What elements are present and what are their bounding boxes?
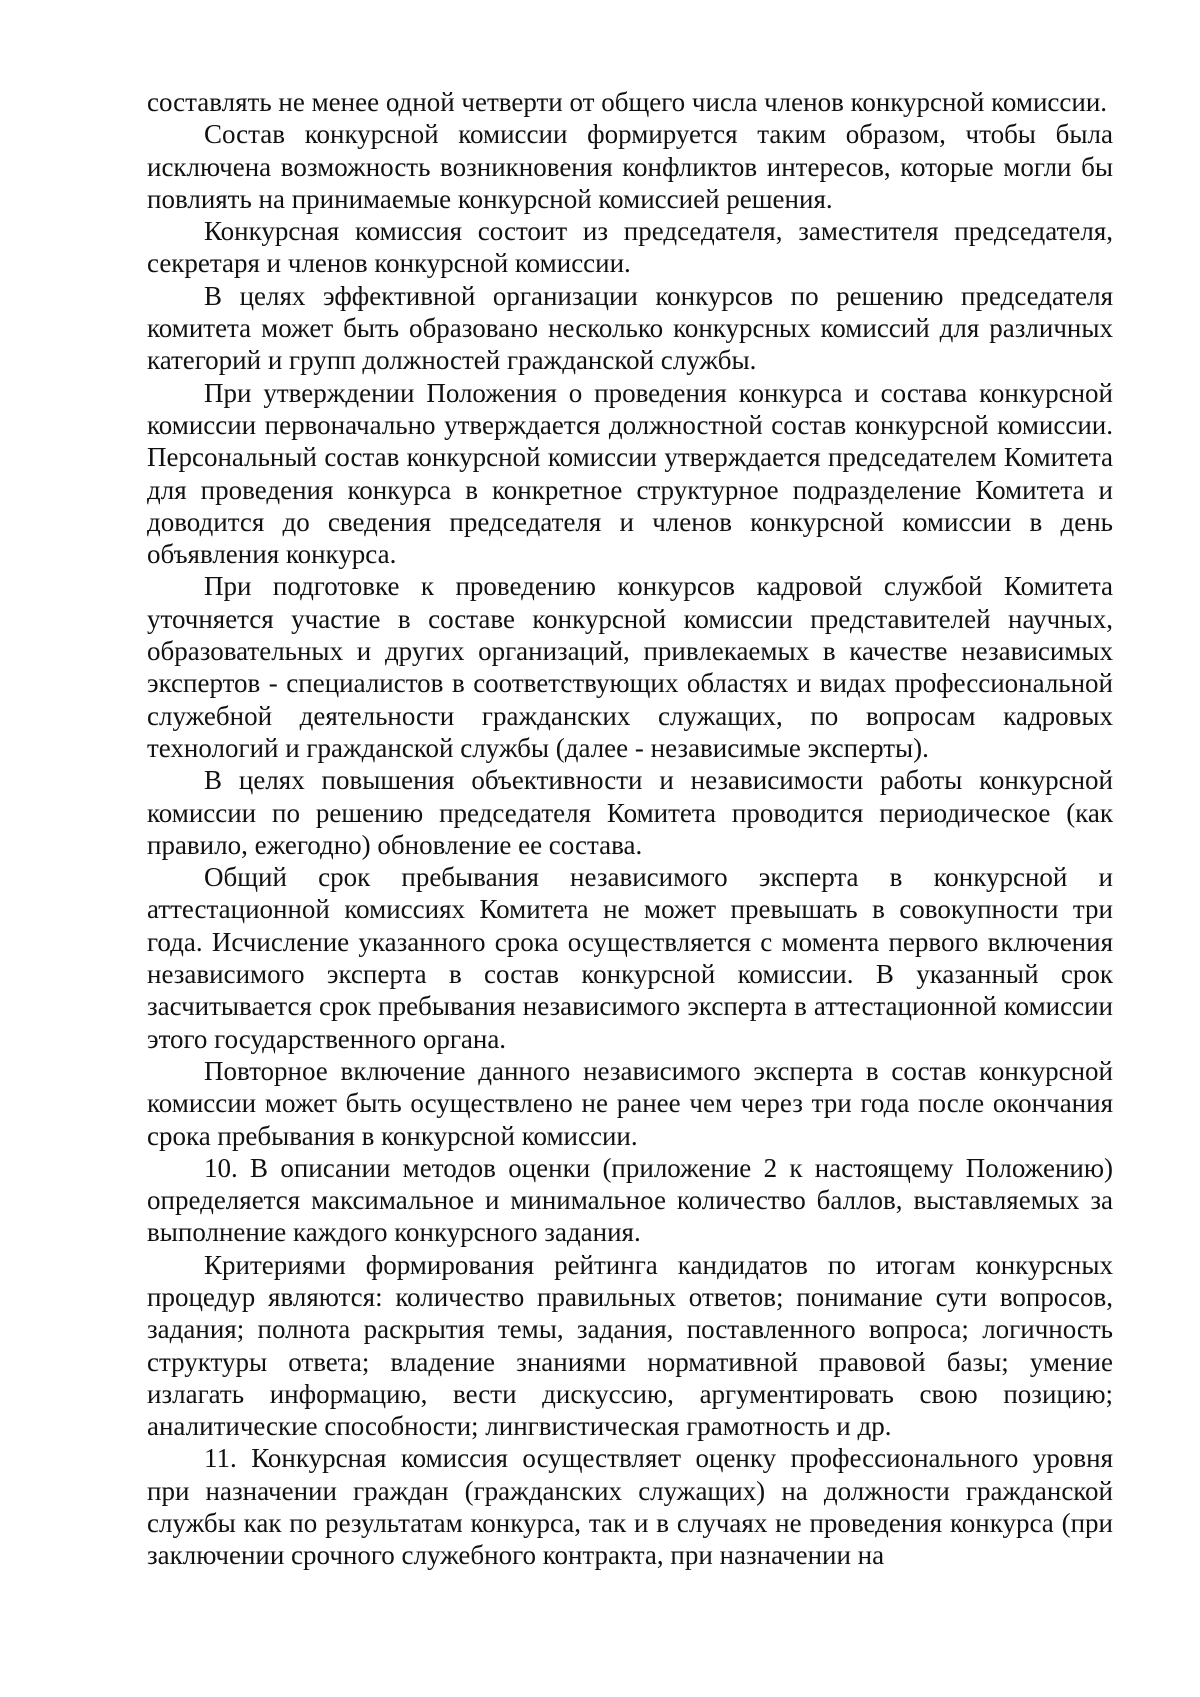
paragraph-multiple-commissions: В целях эффективной организации конкурсов по решению председателя комитета может быть образовано несколько конкурсных комиссий для различных категорий и групп должностей гражданской службы. — [147, 280, 1113, 376]
paragraph-item-11: 11. Конкурсная комиссия осуществляет оценку профессионального уровня при назначении граждан (гражданских служащих) на должности гражданской службы как по результатам конкурса, так и в случаях не проведения конкурса (при заключении срочного служебного контракта, при назначении на — [147, 1443, 1113, 1571]
paragraph-periodic-renewal: В целях повышения объективности и независимости работы конкурсной комиссии по решению председателя Комитета проводится периодическое (как правило, ежегодно) обновление ее состава. — [147, 765, 1113, 860]
paragraph-rating-criteria: Критериями формирования рейтинга кандидатов по итогам конкурсных процедур являются: количество правильных ответов; понимание сути вопросов, задания; полнота раскрытия темы, задания, поставленного вопроса; логичность структуры ответа; владение знаниями нормативной правовой базы; умение излагать информацию, вести дискуссию, аргументировать свою позицию; аналитические способности; лингвистическая грамотность и др. — [147, 1249, 1113, 1442]
paragraph-expert-term: Общий срок пребывания независимого эксперта в конкурсной и аттестационной комиссиях Комитета не может превышать в совокупности три года. Исчисление указанного срока осуществляется с момента первого включения независимого эксперта в состав конкурсной комиссии. В указанный срок засчитывается срок пребывания независимого эксперта в аттестационной комиссии этого государственного органа. — [147, 862, 1113, 1054]
paragraph-item-10: 10. В описании методов оценки (приложение 2 к настоящему Положению) определяется максимальное и минимальное количество баллов, выставляемых за выполнение каждого конкурсного задания. — [147, 1152, 1113, 1248]
paragraph-approval-of-regulation: При утверждении Положения о проведения конкурса и состава конкурсной комиссии первоначально утверждается должностной состав конкурсной комиссии. Персональный состав конкурсной комиссии утверждается председателем Комитета для проведения конкурса в конкретное структурное подразделение Комитета и доводится до сведения председателя и членов конкурсной комиссии в день объявления конкурса. — [147, 377, 1113, 570]
paragraph-independent-experts: При подготовке к проведению конкурсов кадровой службой Комитета уточняется участие в составе конкурсной комиссии представителей научных, образовательных и других организаций, привлекаемых в качестве независимых экспертов - специалистов в соответствующих областях и видах профессиональной служебной деятельности гражданских служащих, по вопросам кадровых технологий и гражданской службы (далее - независимые эксперты). — [147, 571, 1113, 763]
document-page — [147, 86, 1113, 1572]
paragraph-commission-members: Конкурсная комиссия состоит из председателя, заместителя председателя, секретаря и членов конкурсной комиссии. — [147, 216, 1113, 279]
paragraph-commission-composition: Состав конкурсной комиссии формируется таким образом, чтобы была исключена возможность возникновения конфликтов интересов, которые могли бы повлиять на принимаемые конкурсной комиссией решения. — [147, 119, 1113, 214]
paragraph-continuation: составлять не менее одной четверти от общего числа членов конкурсной комиссии. — [147, 87, 1108, 117]
paragraph-repeat-inclusion: Повторное включение данного независимого эксперта в состав конкурсной комиссии может быть осуществлено не ранее чем через три года после окончания срока пребывания в конкурсной комиссии. — [147, 1055, 1113, 1151]
